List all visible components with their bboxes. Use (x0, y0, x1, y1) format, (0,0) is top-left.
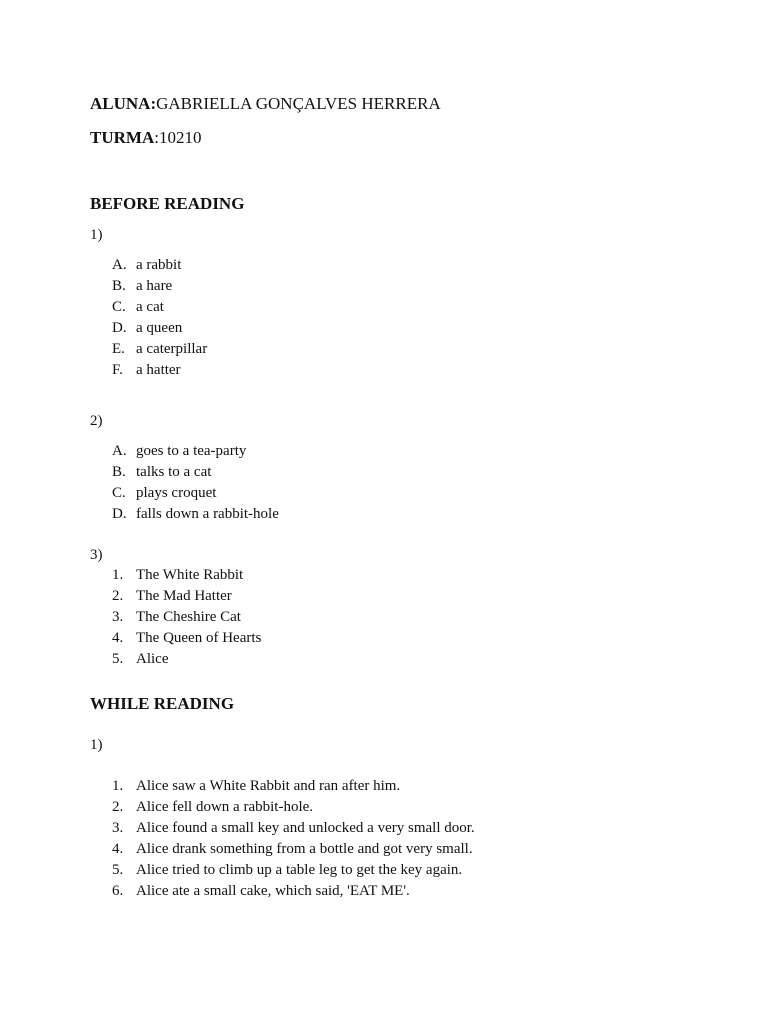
question-number: 2) (90, 413, 103, 429)
question-number: 1) (90, 737, 103, 753)
class-line (90, 128, 201, 148)
section-title-while-reading: WHILE READING (90, 694, 235, 713)
turma-value: :10210 (154, 128, 202, 147)
question-number: 1) (90, 227, 103, 243)
question-number: 3) (90, 547, 103, 563)
aluna-value: GABRIELLA GONÇALVES HERRERA (156, 94, 441, 113)
section-title-before-reading: BEFORE READING (90, 194, 245, 213)
turma-label: TURMA (90, 128, 155, 147)
document-page: ALUNA:GABRIELLA GONÇALVES HERRERA TURMA:10210 BEFORE READING 1) A. a rabbit B. a hare C. a cat D. a queen E. a caterpillar F. a hatter 2) A. goes to a tea-party B. talks to a cat C. plays croquet D. falls down a rabbit-hole 3) 1. The White Rabbit 2. The Mad Hatter 3. The Cheshire Cat 4. The Queen of Hearts 5. Alice WHILE READING 1) 1. Alice saw a White Rabbit and ran after him. 2. Alice fell down a rabbit-hole. 3. Alice found a small key and unlocked a very small door. 4. Alice drank something from a bottle and got very small. 5. Alice tried to climb up a table leg to get the key again. 6. Alice ate a small cake, which said, 'EAT ME'. (90, 94, 475, 899)
student-name-line (90, 94, 441, 114)
aluna-label: ALUNA: (90, 94, 157, 113)
